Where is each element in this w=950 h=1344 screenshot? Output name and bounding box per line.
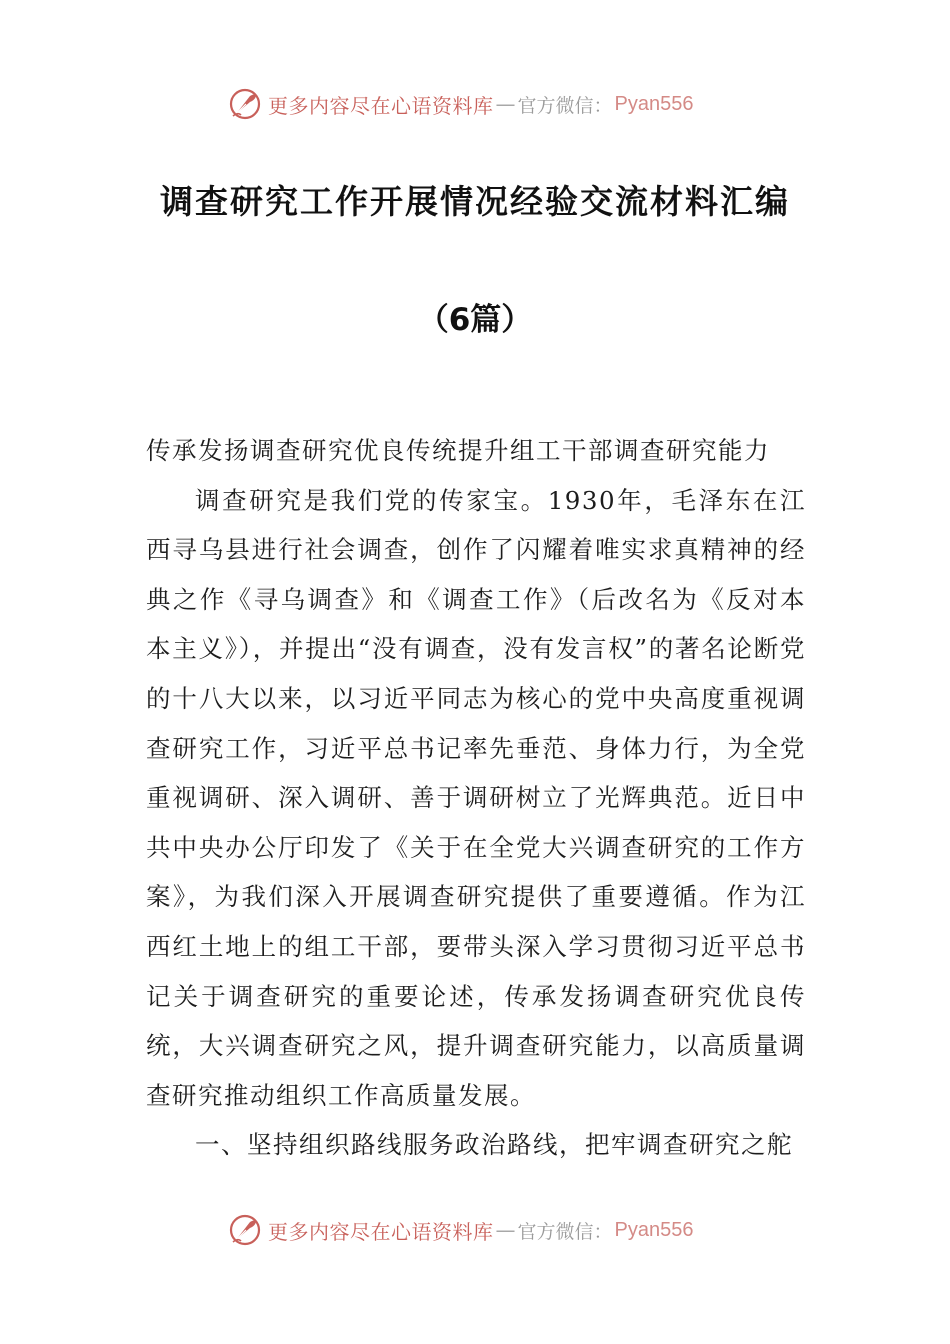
header-watermark (228, 84, 693, 124)
footer-watermark (228, 1210, 693, 1250)
watermark-site-text: 更多内容尽在心语资料库 (268, 1219, 494, 1244)
document-title: 调查研究工作开展情况经验交流材料汇编 (160, 182, 790, 221)
watermark-wechat-label: 官方微信： (517, 1220, 613, 1243)
watermark-wechat-id: Pyan556 (614, 1218, 694, 1241)
watermark-site-text: 更多内容尽在心语资料库 (268, 93, 494, 118)
watermark-separator: — (495, 1218, 516, 1242)
watermark-wechat-id: Pyan556 (614, 92, 694, 115)
watermark-separator: — (495, 92, 516, 116)
section-heading: 一、坚持组织路线服务政治路线，把牢调查研究之舵 (195, 1130, 793, 1160)
document-subtitle: （6篇） (417, 302, 533, 338)
quill-pen-logo-icon (228, 1213, 262, 1247)
body-paragraph: 调查研究是我们党的传家宝。1930年，毛泽东在江西寻乌县进行社会调查，创作了闪耀着唯实求真精神的经典之作《寻乌调查》和《调查工作》（后改名为《反对本本主义》），并提出“没有调查，没有发言权”的著名论断党的十八大以来，以习近平同志为核心的党中央高度重视调查研究工作，习近平总书记率先垂范、身体力行，为全党重视调研、深入调研、善于调研树立了光辉典范。近日中共中央办公厅印发了《关于在全党大兴调查研究的工作方案》，为我们深入开展调查研究提供了重要遵循。作为江西红土地上的组工干部，要带头深入学习贯彻习近平总书记关于调查研究的重要论述，传承发扬调查研究优良传统，大兴调查研究之风，提升调查研究能力，以高质量调查研究推动组织工作高质量发展。 (146, 485, 806, 1110)
document-body (146, 426, 806, 1170)
quill-pen-logo-icon (228, 87, 262, 121)
article-title: 传承发扬调查研究优良传统提升组工干部调查研究能力 (146, 436, 770, 465)
watermark-wechat-label: 官方微信： (517, 94, 613, 117)
